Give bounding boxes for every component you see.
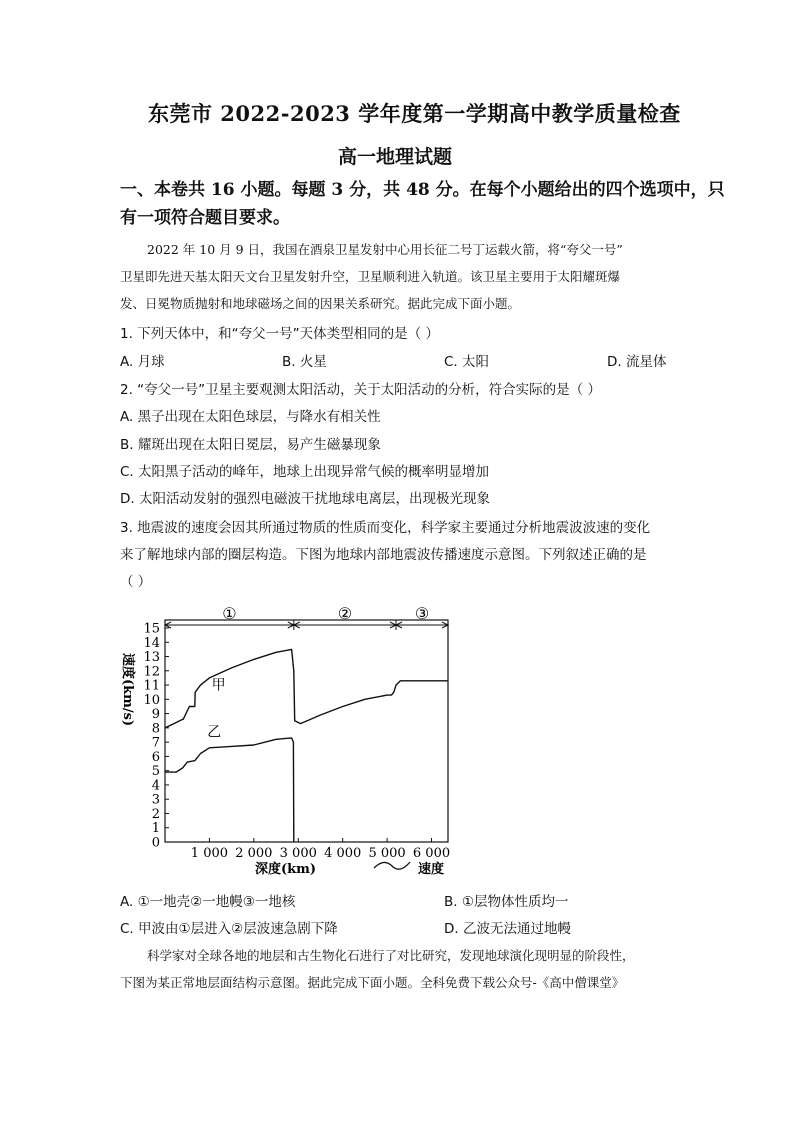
y-tick-label: 10 <box>143 692 160 708</box>
wave-label-jia: 甲 <box>211 677 226 694</box>
passage2-line2: 下图为某正常地层面结构示意图。据此完成下面小题。全科免费下载公众号-《高中僧课堂》 <box>120 975 625 990</box>
x-tick-label: 2 000 <box>235 846 273 861</box>
q3-stem-line2: 来了解地球内部的圈层构造。下图为地球内部地震波传播速度示意图。下列叙述正确的是 <box>120 547 647 563</box>
section-heading-line1: 一、本卷共 16 小题。每题 3 分，共 48 分。在每个小题给出的四个选项中，只 <box>120 180 725 200</box>
y-tick-label: 3 <box>151 792 160 808</box>
x-tick-label: 6 000 <box>412 846 451 861</box>
y-tick-label: 12 <box>143 664 160 680</box>
x-tick-label: 3 000 <box>279 846 317 861</box>
passage2-line1: 科学家对全球各地的地层和古生物化石进行了对比研究，发现地球演化现明显的阶段性， <box>147 948 635 963</box>
y-tick-label: 1 <box>151 821 160 837</box>
zone-label: ② <box>337 604 353 623</box>
section-heading-line2: 有一项符合题目要求。 <box>120 208 290 228</box>
page-title: 东莞市 2022-2023 学年度第一学期高中教学质量检查 <box>148 101 681 126</box>
y-tick-label: 15 <box>143 621 160 637</box>
y-tick-label: 2 <box>151 806 160 822</box>
q1-option-a[interactable]: A. 月球 <box>120 354 165 370</box>
q3-option-c[interactable]: C. 甲波由①层进入②层波速急剧下降 <box>120 921 338 937</box>
q2-option-b[interactable]: B. 耀斑出现在太阳日冕层，易产生磁暴现象 <box>120 437 381 453</box>
legend-label: 速度 <box>418 862 445 877</box>
y-tick-label: 5 <box>151 764 160 780</box>
q1-stem: 1. 下列天体中，和“夸父一号”天体类型相同的是（ ） <box>120 326 439 342</box>
y-tick-label: 7 <box>151 735 160 751</box>
passage1-line2: 卫星即先进天基太阳天文台卫星发射升空，卫星顺利进入轨道。该卫星主要用于太阳耀斑爆 <box>120 269 621 284</box>
y-tick-label: 13 <box>143 650 160 666</box>
x-tick-label: 1 000 <box>190 846 229 861</box>
seismic-wave-chart <box>118 598 468 883</box>
zone-label: ① <box>222 604 237 623</box>
y-tick-label: 6 <box>151 749 160 765</box>
wave-label-yi: 乙 <box>207 724 222 741</box>
q3-option-d[interactable]: D. 乙波无法通过地幔 <box>444 921 571 937</box>
y-axis-label: 速度(km/s) <box>120 653 135 727</box>
y-tick-label: 11 <box>143 678 160 694</box>
x-tick-label: 4 000 <box>324 846 362 861</box>
q3-stem-line3: （ ） <box>120 574 152 590</box>
page-subtitle: 高一地理试题 <box>338 146 453 168</box>
q3-option-b[interactable]: B. ①层物体性质均一 <box>444 894 569 910</box>
wave-curve-yi <box>165 738 294 842</box>
zone-label: ③ <box>414 604 430 623</box>
x-axis-label: 深度(km) <box>255 862 317 877</box>
passage1-line3: 发、日冕物质抛射和地球磁场之间的因果关系研究。据此完成下面小题。 <box>120 296 521 311</box>
legend-line <box>374 862 410 869</box>
q1-option-c[interactable]: C. 太阳 <box>444 354 490 370</box>
q2-option-a[interactable]: A. 黑子出现在太阳色球层，与降水有相关性 <box>120 409 381 425</box>
y-tick-label: 14 <box>143 635 160 651</box>
q2-option-c[interactable]: C. 太阳黑子活动的峰年，地球上出现异常气候的概率明显增加 <box>120 464 490 480</box>
y-tick-label: 4 <box>151 778 160 794</box>
y-tick-label: 9 <box>151 707 160 723</box>
x-tick-label: 5 000 <box>368 846 406 861</box>
q2-stem: 2. “夸父一号”卫星主要观测太阳活动，关于太阳活动的分析，符合实际的是（ ） <box>120 382 601 398</box>
y-tick-label: 0 <box>151 835 160 851</box>
q3-stem-line1: 3. 地震波的速度会因其所通过物质的性质而变化，科学家主要通过分析地震波波速的变化 <box>120 520 651 536</box>
wave-curve-jia <box>165 649 448 728</box>
q1-option-b[interactable]: B. 火星 <box>282 354 327 370</box>
q2-option-d[interactable]: D. 太阳活动发射的强烈电磁波干扰地球电离层，出现极光现象 <box>120 491 490 507</box>
q1-option-d[interactable]: D. 流星体 <box>607 354 667 370</box>
passage1-line1: 2022 年 10 月 9 日，我国在酒泉卫星发射中心用长征二号丁运载火箭，将“夸父一号” <box>147 242 623 257</box>
y-tick-label: 8 <box>151 721 160 737</box>
q3-option-a[interactable]: A. ①一地壳②一地幔③一地核 <box>120 894 296 910</box>
